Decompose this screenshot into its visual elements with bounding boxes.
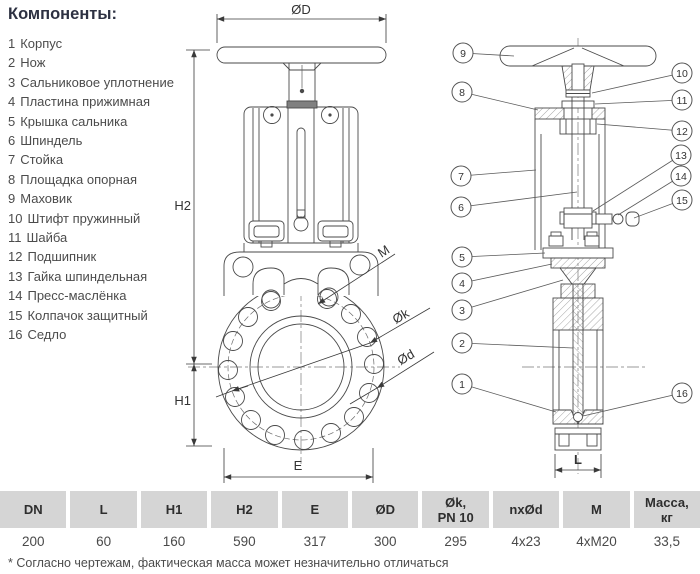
dim-label-l: L: [574, 452, 582, 467]
components-list: [8, 34, 203, 345]
list-item: 2 Нож: [8, 55, 46, 71]
callout-11: [595, 90, 692, 110]
callout-4: [452, 264, 552, 293]
dim-label-od-hole: Ød: [394, 346, 418, 368]
callout-5: [452, 247, 545, 267]
list-item: 16 Седло: [8, 327, 67, 343]
table-column: [282, 491, 348, 554]
table-value-cell: 160: [141, 528, 207, 554]
table-value-cell: 317: [282, 528, 348, 554]
svg-text:14: 14: [675, 170, 687, 183]
svg-text:1: 1: [459, 378, 465, 391]
callout-7: [451, 166, 536, 186]
dim-label-m: M: [374, 241, 393, 261]
table-value-cell: 60: [70, 528, 136, 554]
list-item: 5 Крышка сальника: [8, 113, 128, 129]
dim-ok: [216, 305, 430, 397]
table-value-cell: 200: [0, 528, 66, 554]
table-value-cell: 4x23: [493, 528, 559, 554]
dim-l: [555, 452, 601, 478]
callout-12: [597, 121, 692, 141]
dim-label-e: E: [293, 458, 303, 473]
svg-text:13: 13: [675, 149, 687, 162]
grease-fitting: [596, 212, 639, 226]
callout-10: [592, 63, 692, 93]
svg-text:16: 16: [676, 387, 688, 400]
side-view: [451, 38, 692, 478]
table-header-cell: H2: [211, 491, 277, 528]
table-value-cell: 4xM20: [563, 528, 629, 554]
callout-15: [634, 190, 692, 218]
svg-text:6: 6: [458, 201, 464, 214]
handwheel-front: [217, 47, 386, 108]
list-item: 11 Шайба: [8, 230, 68, 246]
table-header-cell: L: [70, 491, 136, 528]
table-column: [141, 491, 207, 554]
svg-text:2: 2: [459, 337, 465, 350]
list-item: 4 Пластина прижимная: [8, 94, 151, 110]
table-header-cell: M: [563, 491, 629, 528]
dim-label-h2: H2: [174, 198, 191, 213]
components-panel: [8, 5, 203, 345]
handwheel-side: [500, 46, 656, 92]
dim-label-od: ØD: [291, 2, 311, 17]
list-item: 3 Сальниковое уплотнение: [8, 74, 174, 90]
dim-od-small: [350, 346, 434, 404]
table-column: [211, 491, 277, 554]
components-title: Компоненты:: [8, 5, 117, 23]
list-item: 9 Маховик: [8, 191, 72, 207]
table-column: [70, 491, 136, 554]
stem-assembly: [535, 90, 605, 134]
svg-text:11: 11: [676, 94, 688, 107]
list-item: 15 Колпачок защитный: [8, 307, 148, 323]
list-item: 13 Гайка шпиндельная: [8, 268, 148, 284]
table-column: [352, 491, 418, 554]
callout-2: [452, 333, 573, 353]
list-item: 8 Площадка опорная: [8, 171, 138, 187]
table-column: [563, 491, 629, 554]
callout-1: [452, 374, 556, 412]
svg-text:3: 3: [459, 304, 465, 317]
footnote: * Согласно чертежам, фактическая масса может незначительно отличаться: [8, 556, 449, 570]
stand: [535, 119, 605, 250]
dim-e: [224, 448, 373, 483]
table-column: [422, 491, 488, 554]
table-value-cell: 590: [211, 528, 277, 554]
svg-text:8: 8: [459, 86, 465, 99]
svg-text:15: 15: [676, 194, 688, 207]
table-value-cell: 295: [422, 528, 488, 554]
svg-text:4: 4: [459, 277, 465, 290]
table-column: [0, 491, 66, 554]
callout-8: [452, 82, 538, 110]
svg-text:9: 9: [460, 47, 466, 60]
dim-od: [217, 2, 386, 43]
spindle-nut: [560, 208, 596, 228]
dim-label-ok: Øk: [389, 305, 412, 327]
svg-text:5: 5: [459, 251, 465, 264]
list-item: 12 Подшипник: [8, 249, 97, 265]
front-view: [174, 2, 434, 483]
list-item: 7 Стойка: [8, 152, 64, 168]
list-item: 1 Корпус: [8, 36, 63, 51]
table-value-cell: 300: [352, 528, 418, 554]
svg-text:10: 10: [676, 67, 688, 80]
table-header-cell: H1: [141, 491, 207, 528]
table-header-cell: Øk, PN 10: [422, 491, 488, 528]
list-item: 6 Шпиндель: [8, 133, 83, 149]
yoke: [244, 107, 358, 253]
seat: [574, 413, 583, 422]
list-item: 14 Пресс-маслёнка: [8, 288, 127, 304]
table-header-cell: E: [282, 491, 348, 528]
dim-label-h1: H1: [174, 393, 191, 408]
table-column: [634, 491, 700, 554]
table-value-cell: 33,5: [634, 528, 700, 554]
table-column: [493, 491, 559, 554]
callout-6: [451, 192, 577, 217]
table-header-cell: DN: [0, 491, 66, 528]
list-item: 10 Штифт пружинный: [8, 210, 141, 226]
table-header-cell: ØD: [352, 491, 418, 528]
knife: [573, 284, 583, 415]
table-header-cell: nxØd: [493, 491, 559, 528]
svg-text:12: 12: [676, 125, 688, 138]
svg-text:7: 7: [458, 170, 464, 183]
table-header-cell: Масса, кг: [634, 491, 700, 528]
gland: [543, 232, 613, 284]
dimensions-table: [0, 491, 700, 554]
